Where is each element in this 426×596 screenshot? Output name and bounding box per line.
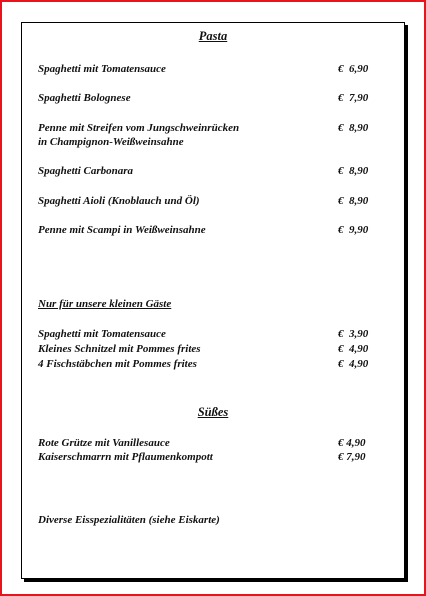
menu-item-name: Spaghetti Carbonara (38, 165, 134, 177)
menu-item (38, 121, 376, 149)
ice-cream-note: Diverse Eisspezialitäten (siehe Eiskarte) (38, 514, 220, 526)
menu-item-price: € 9,90 (338, 224, 369, 236)
menu-item-price: € 8,90 (338, 122, 369, 134)
menu-item-price: € 7,90 (338, 451, 366, 463)
menu-item-name: Penne mit Scampi in Weißweinsahne (38, 224, 206, 236)
menu-card (21, 22, 405, 579)
menu-item-price: € 3,90 (338, 328, 369, 340)
menu-item-name: Kleines Schnitzel mit Pommes frites (38, 343, 201, 355)
pasta-heading: Pasta (198, 29, 228, 43)
menu-item-name: 4 Fischstäbchen mit Pommes frites (38, 358, 197, 370)
menu-item-price: € 8,90 (338, 165, 369, 177)
menu-item-name: Kaiserschmarrn mit Pflaumenkompott (38, 451, 213, 463)
menu-item-name: Rote Grütze mit Vanillesauce (38, 437, 170, 449)
menu-item-price: € 6,90 (338, 63, 369, 75)
menu-item-name-continued: in Champignon-Weißweinsahne (38, 136, 184, 148)
menu-item-price: € 7,90 (338, 92, 369, 104)
menu-item-price: € 8,90 (338, 195, 369, 207)
sweets-heading: Süßes (197, 405, 229, 419)
kids-heading: Nur für unsere kleinen Gäste (38, 298, 172, 310)
menu-item-price: € 4,90 (338, 437, 366, 449)
menu-item-name: Spaghetti mit Tomatensauce (38, 328, 166, 340)
menu-item-price: € 4,90 (338, 343, 369, 355)
menu-item-name: Spaghetti Bolognese (38, 92, 131, 104)
menu-item-name: Spaghetti mit Tomatensauce (38, 63, 166, 75)
menu-item-name: Spaghetti Aioli (Knoblauch und Öl) (38, 195, 200, 207)
menu-item-name: Penne mit Streifen vom Jungschweinrücken (38, 122, 240, 134)
menu-item-price: € 4,90 (338, 358, 369, 370)
